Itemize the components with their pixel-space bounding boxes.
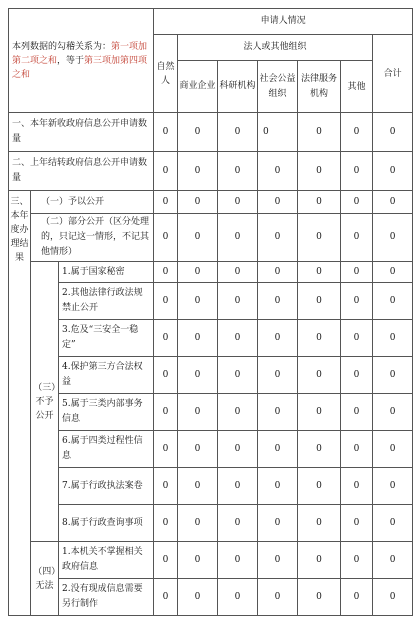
cell-value: 0 [218, 505, 258, 542]
cell-value: 0 [178, 431, 218, 468]
cell-value: 0 [154, 214, 178, 262]
relationship-note-highlight-1: 第一项加第二项之和 [12, 41, 148, 66]
row-label-state-secret: 1.属于国家秘密 [59, 262, 154, 283]
cell-value: 0 [178, 113, 218, 152]
table-row [9, 357, 413, 394]
cell-value: 0 [154, 152, 178, 191]
table-row [9, 468, 413, 505]
cell-value: 0 [298, 394, 341, 431]
research-institution-header: 科研机构 [218, 61, 258, 113]
cell-value: 0 [258, 431, 298, 468]
table-row [9, 320, 413, 357]
table-row [9, 113, 413, 152]
cell-value: 0 [373, 542, 413, 579]
table-row [9, 152, 413, 191]
cell-value: 0 [373, 191, 413, 214]
total-header: 合计 [373, 35, 413, 113]
cell-value: 0 [341, 152, 373, 191]
cell-value: 0 [258, 505, 298, 542]
row-label-partially-disclosed: （二）部分公开（区分处理的，只记这一情形，不记其他情形） [31, 214, 154, 262]
cell-value: 0 [154, 191, 178, 214]
cell-value: 0 [218, 542, 258, 579]
cell-value: 0 [178, 357, 218, 394]
cell-value: 0 [373, 505, 413, 542]
cell-value: 0 [373, 152, 413, 191]
cell-value: 0 [178, 152, 218, 191]
table-row [9, 431, 413, 468]
cell-value: 0 [298, 468, 341, 505]
cell-value: 0 [218, 394, 258, 431]
table-row [9, 191, 413, 214]
cell-value: 0 [218, 431, 258, 468]
row-label-carried-over: 二、上年结转政府信息公开申请数量 [9, 152, 154, 191]
cell-value: 0 [178, 505, 218, 542]
cell-value: 0 [218, 579, 258, 616]
cell-value: 0 [341, 214, 373, 262]
cell-value: 0 [341, 468, 373, 505]
cell-value: 0 [178, 262, 218, 283]
row-label-not-held: 1.本机关不掌握相关政府信息 [59, 542, 154, 579]
cell-value: 0 [258, 113, 298, 152]
cell-value: 0 [298, 320, 341, 357]
cell-value: 0 [341, 394, 373, 431]
row-label-administrative-inquiry: 8.属于行政查询事项 [59, 505, 154, 542]
cell-value: 0 [154, 394, 178, 431]
applicant-situation-header: 申请人情况 [154, 9, 413, 35]
cell-value: 0 [298, 113, 341, 152]
cell-value: 0 [298, 579, 341, 616]
cell-value: 0 [341, 505, 373, 542]
row-label-prohibited-by-law: 2.其他法律行政法规禁止公开 [59, 283, 154, 320]
row-label-enforcement-files: 7.属于行政执法案卷 [59, 468, 154, 505]
relationship-note [9, 9, 154, 113]
table-row [9, 214, 413, 262]
relationship-note-highlight-2: 第三项加第四项之和 [12, 55, 148, 80]
disclosure-table-container [8, 8, 413, 616]
cell-value: 0 [258, 468, 298, 505]
cell-value: 0 [218, 262, 258, 283]
cell-value: 0 [373, 579, 413, 616]
subsection-not-disclosed-label: （三）不予公开 [31, 262, 59, 542]
cell-value: 0 [341, 357, 373, 394]
table-row [9, 283, 413, 320]
row-label-internal-affairs: 5.属于三类内部事务信息 [59, 394, 154, 431]
cell-value: 0 [258, 579, 298, 616]
cell-value: 0 [218, 283, 258, 320]
cell-value: 0 [341, 191, 373, 214]
row-label-process-information: 6.属于四类过程性信息 [59, 431, 154, 468]
cell-value: 0 [218, 152, 258, 191]
cell-value: 0 [341, 262, 373, 283]
cell-value: 0 [298, 283, 341, 320]
cell-value: 0 [218, 468, 258, 505]
header-row-1 [9, 9, 413, 35]
cell-value: 0 [373, 214, 413, 262]
disclosure-statistics-table [8, 8, 413, 616]
cell-value: 0 [154, 542, 178, 579]
other-org-header: 其他 [341, 61, 373, 113]
cell-value: 0 [298, 431, 341, 468]
row-label-three-security-one-stability: 3.危及“三安全一稳定” [59, 320, 154, 357]
cell-value: 0 [341, 320, 373, 357]
row-label-new-requests: 一、本年新收政府信息公开申请数量 [9, 113, 154, 152]
social-welfare-org-header: 社会公益组织 [258, 61, 298, 113]
cell-value: 0 [178, 283, 218, 320]
cell-value: 0 [373, 468, 413, 505]
cell-value: 0 [258, 191, 298, 214]
cell-value: 0 [298, 262, 341, 283]
cell-value: 0 [178, 214, 218, 262]
cell-value: 0 [341, 579, 373, 616]
row-label-disclosed: （一）予以公开 [31, 191, 154, 214]
cell-value: 0 [258, 357, 298, 394]
cell-value: 0 [154, 320, 178, 357]
cell-value: 0 [218, 191, 258, 214]
legal-person-org-header: 法人或其他组织 [178, 35, 373, 61]
subsection-unable-to-provide-label: （四）无法 [31, 542, 59, 616]
cell-value: 0 [298, 505, 341, 542]
cell-value: 0 [373, 394, 413, 431]
cell-value: 0 [218, 320, 258, 357]
cell-value: 0 [154, 113, 178, 152]
natural-person-header: 自然人 [154, 35, 178, 113]
commercial-enterprise-header: 商业企业 [178, 61, 218, 113]
cell-value: 0 [373, 283, 413, 320]
cell-value: 0 [218, 357, 258, 394]
cell-value: 0 [258, 542, 298, 579]
cell-value: 0 [341, 113, 373, 152]
row-label-third-party-rights: 4.保护第三方合法权益 [59, 357, 154, 394]
table-row [9, 262, 413, 283]
legal-service-org-header: 法律服务机构 [298, 61, 341, 113]
cell-value: 0 [298, 214, 341, 262]
table-row [9, 394, 413, 431]
cell-value: 0 [341, 283, 373, 320]
cell-value: 0 [258, 262, 298, 283]
cell-value: 0 [218, 113, 258, 152]
cell-value: 0 [298, 152, 341, 191]
cell-value: 0 [298, 357, 341, 394]
row-label-needs-new-production: 2.没有现成信息需要另行制作 [59, 579, 154, 616]
cell-value: 0 [178, 579, 218, 616]
cell-value: 0 [373, 320, 413, 357]
cell-value: 0 [258, 320, 298, 357]
table-row [9, 579, 413, 616]
table-row [9, 505, 413, 542]
cell-value: 0 [258, 214, 298, 262]
cell-value: 0 [154, 505, 178, 542]
cell-value: 0 [298, 191, 341, 214]
cell-value: 0 [258, 394, 298, 431]
cell-value: 0 [341, 431, 373, 468]
cell-value: 0 [154, 579, 178, 616]
cell-value: 0 [178, 542, 218, 579]
cell-value: 0 [298, 542, 341, 579]
cell-value: 0 [373, 113, 413, 152]
cell-value: 0 [154, 262, 178, 283]
cell-value: 0 [341, 542, 373, 579]
cell-value: 0 [178, 468, 218, 505]
relationship-note-connector: ，等于 [57, 55, 85, 66]
cell-value: 0 [154, 357, 178, 394]
cell-value: 0 [154, 283, 178, 320]
table-row [9, 542, 413, 579]
cell-value: 0 [373, 357, 413, 394]
cell-value: 0 [258, 283, 298, 320]
cell-value: 0 [154, 431, 178, 468]
cell-value: 0 [178, 191, 218, 214]
section-handling-results-label: 三、本年度办理结果 [9, 191, 31, 616]
relationship-note-text: 本列数据的勾稽关系为： [12, 41, 112, 52]
cell-value: 0 [373, 262, 413, 283]
cell-value: 0 [178, 320, 218, 357]
cell-value: 0 [154, 468, 178, 505]
cell-value: 0 [258, 152, 298, 191]
cell-value: 0 [373, 431, 413, 468]
cell-value: 0 [178, 394, 218, 431]
cell-value: 0 [218, 214, 258, 262]
